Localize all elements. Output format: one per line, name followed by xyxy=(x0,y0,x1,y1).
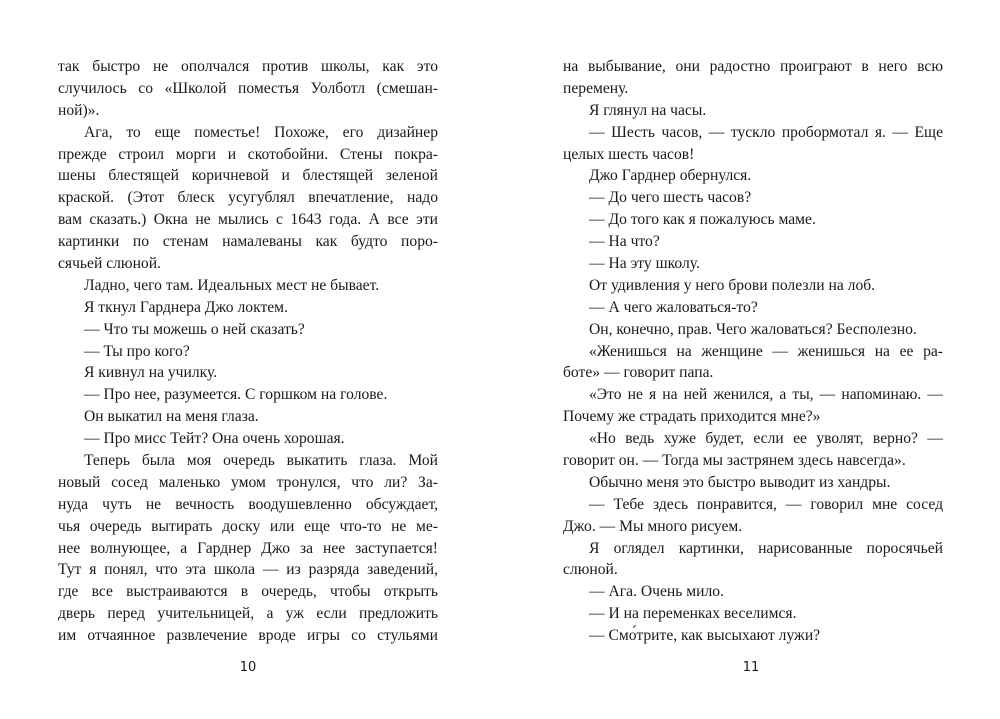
right-page-text xyxy=(563,56,943,647)
text-line: Ага, то еще поместье! Похоже, его дизайнер xyxy=(84,123,438,141)
text-line: на выбывание, они радостно проиграют в него всю xyxy=(563,58,943,75)
text-line: — Ага. Очень мило. xyxy=(589,583,724,601)
text-line: «Это не я на ней женился, а ты, — напоминаю. — xyxy=(589,386,943,404)
text-line: Джо Гарднер обернулся. xyxy=(589,167,752,185)
left-page-number: 10 xyxy=(239,660,257,675)
left-page-text xyxy=(58,56,438,647)
text-line: — До чего шесть часов? xyxy=(589,189,752,207)
text-line: — На что? xyxy=(589,233,660,251)
text-line: Я глянул на часы. xyxy=(589,101,707,119)
text-line: ной)». xyxy=(58,101,100,119)
text-line: говорит он. — Тогда мы застрянем здесь навсегда». xyxy=(563,452,906,470)
text-line: — Ты про кого? xyxy=(84,342,190,360)
text-line: Я оглядел картинки, нарисованные поросячьей xyxy=(589,539,943,557)
text-line: чья очередь вытирать доску или еще что-то не ме- xyxy=(58,517,438,535)
text-line: нее волнующее, а Гарднер Джо за нее заступается! xyxy=(58,539,438,557)
text-line: — Шесть часов, — тускло пробормотал я. — Еще xyxy=(589,123,943,141)
text-line: нуда чуть не вечность воодушевленно обсуждает, xyxy=(58,495,438,513)
text-line: — Что ты можешь о ней сказать? xyxy=(84,320,305,338)
text-line: новый сосед маленько умом тронулся, что ли? За- xyxy=(58,473,438,491)
text-line: — И на переменках веселимся. xyxy=(589,605,797,623)
text-line: им отчаянное развлечение вроде игры со стульями xyxy=(58,627,438,645)
text-line: перемену. xyxy=(563,79,629,97)
text-line: Теперь была моя очередь выкатить глаза. Мой xyxy=(84,452,438,470)
text-line: Я кивнул на училку. xyxy=(84,364,218,382)
text-line: краской. (Этот блеск усугублял впечатление, надо xyxy=(58,189,438,207)
text-line: «Женишься на женщине — женишься на ее ра- xyxy=(589,342,943,360)
text-line: прежде строил морги и скотобойни. Стены покра- xyxy=(58,145,438,163)
text-line: целых шесть часов! xyxy=(563,145,695,163)
text-line: — До того как я пожалуюсь маме. xyxy=(589,211,816,229)
text-line: Почему же страдать приходится мне?» xyxy=(563,408,821,426)
text-line: дверь перед учительницей, а уж если предложить xyxy=(58,605,438,623)
text-line: — Смо́трите, как высыхают лужи? xyxy=(589,627,821,645)
text-line: картинки по стенам намалеваны как будто поро- xyxy=(58,233,438,251)
text-line: сячьей слюной. xyxy=(58,255,161,273)
text-line: боте» — говорит папа. xyxy=(563,364,714,382)
text-line: Он выкатил на меня глаза. xyxy=(84,408,259,426)
text-line: случилось со «Школой поместья Уолботл (смешан- xyxy=(58,79,438,97)
text-line: Ладно, чего там. Идеальных мест не бывает. xyxy=(84,276,380,294)
text-line: — На эту школу. xyxy=(589,255,700,273)
text-line: где все выстраиваются в очередь, чтобы открыть xyxy=(58,583,438,601)
text-line: так быстро не ополчался против школы, как это xyxy=(58,58,438,75)
text-line: «Но ведь хуже будет, если ее уволят, верно? — xyxy=(589,430,943,448)
text-line: — Тебе здесь понравится, — говорил мне сосед xyxy=(589,495,943,513)
right-page-number: 11 xyxy=(742,660,760,675)
text-line: Джо. — Мы много рисуем. xyxy=(563,517,743,535)
text-line: Обычно меня это быстро выводит из хандры. xyxy=(589,473,891,491)
text-line: — Про нее, разумеется. С горшком на голове. xyxy=(84,386,388,404)
text-line: вам сказать.) Окна не мылись с 1643 года. А все эти xyxy=(58,211,438,229)
text-line: Тут я понял, что эта школа — из разряда заведений, xyxy=(58,561,438,579)
text-line: — А чего жаловаться-то? xyxy=(589,298,758,316)
text-line: слюной. xyxy=(563,561,618,579)
text-line: От удивления у него брови полезли на лоб. xyxy=(589,276,876,294)
text-line: — Про мисс Тейт? Она очень хорошая. xyxy=(84,430,345,448)
text-line: шены блестящей коричневой и блестящей зеленой xyxy=(58,167,438,185)
text-line: Он, конечно, прав. Чего жаловаться? Бесполезно. xyxy=(589,320,917,338)
text-line: Я ткнул Гарднера Джо локтем. xyxy=(84,298,288,316)
